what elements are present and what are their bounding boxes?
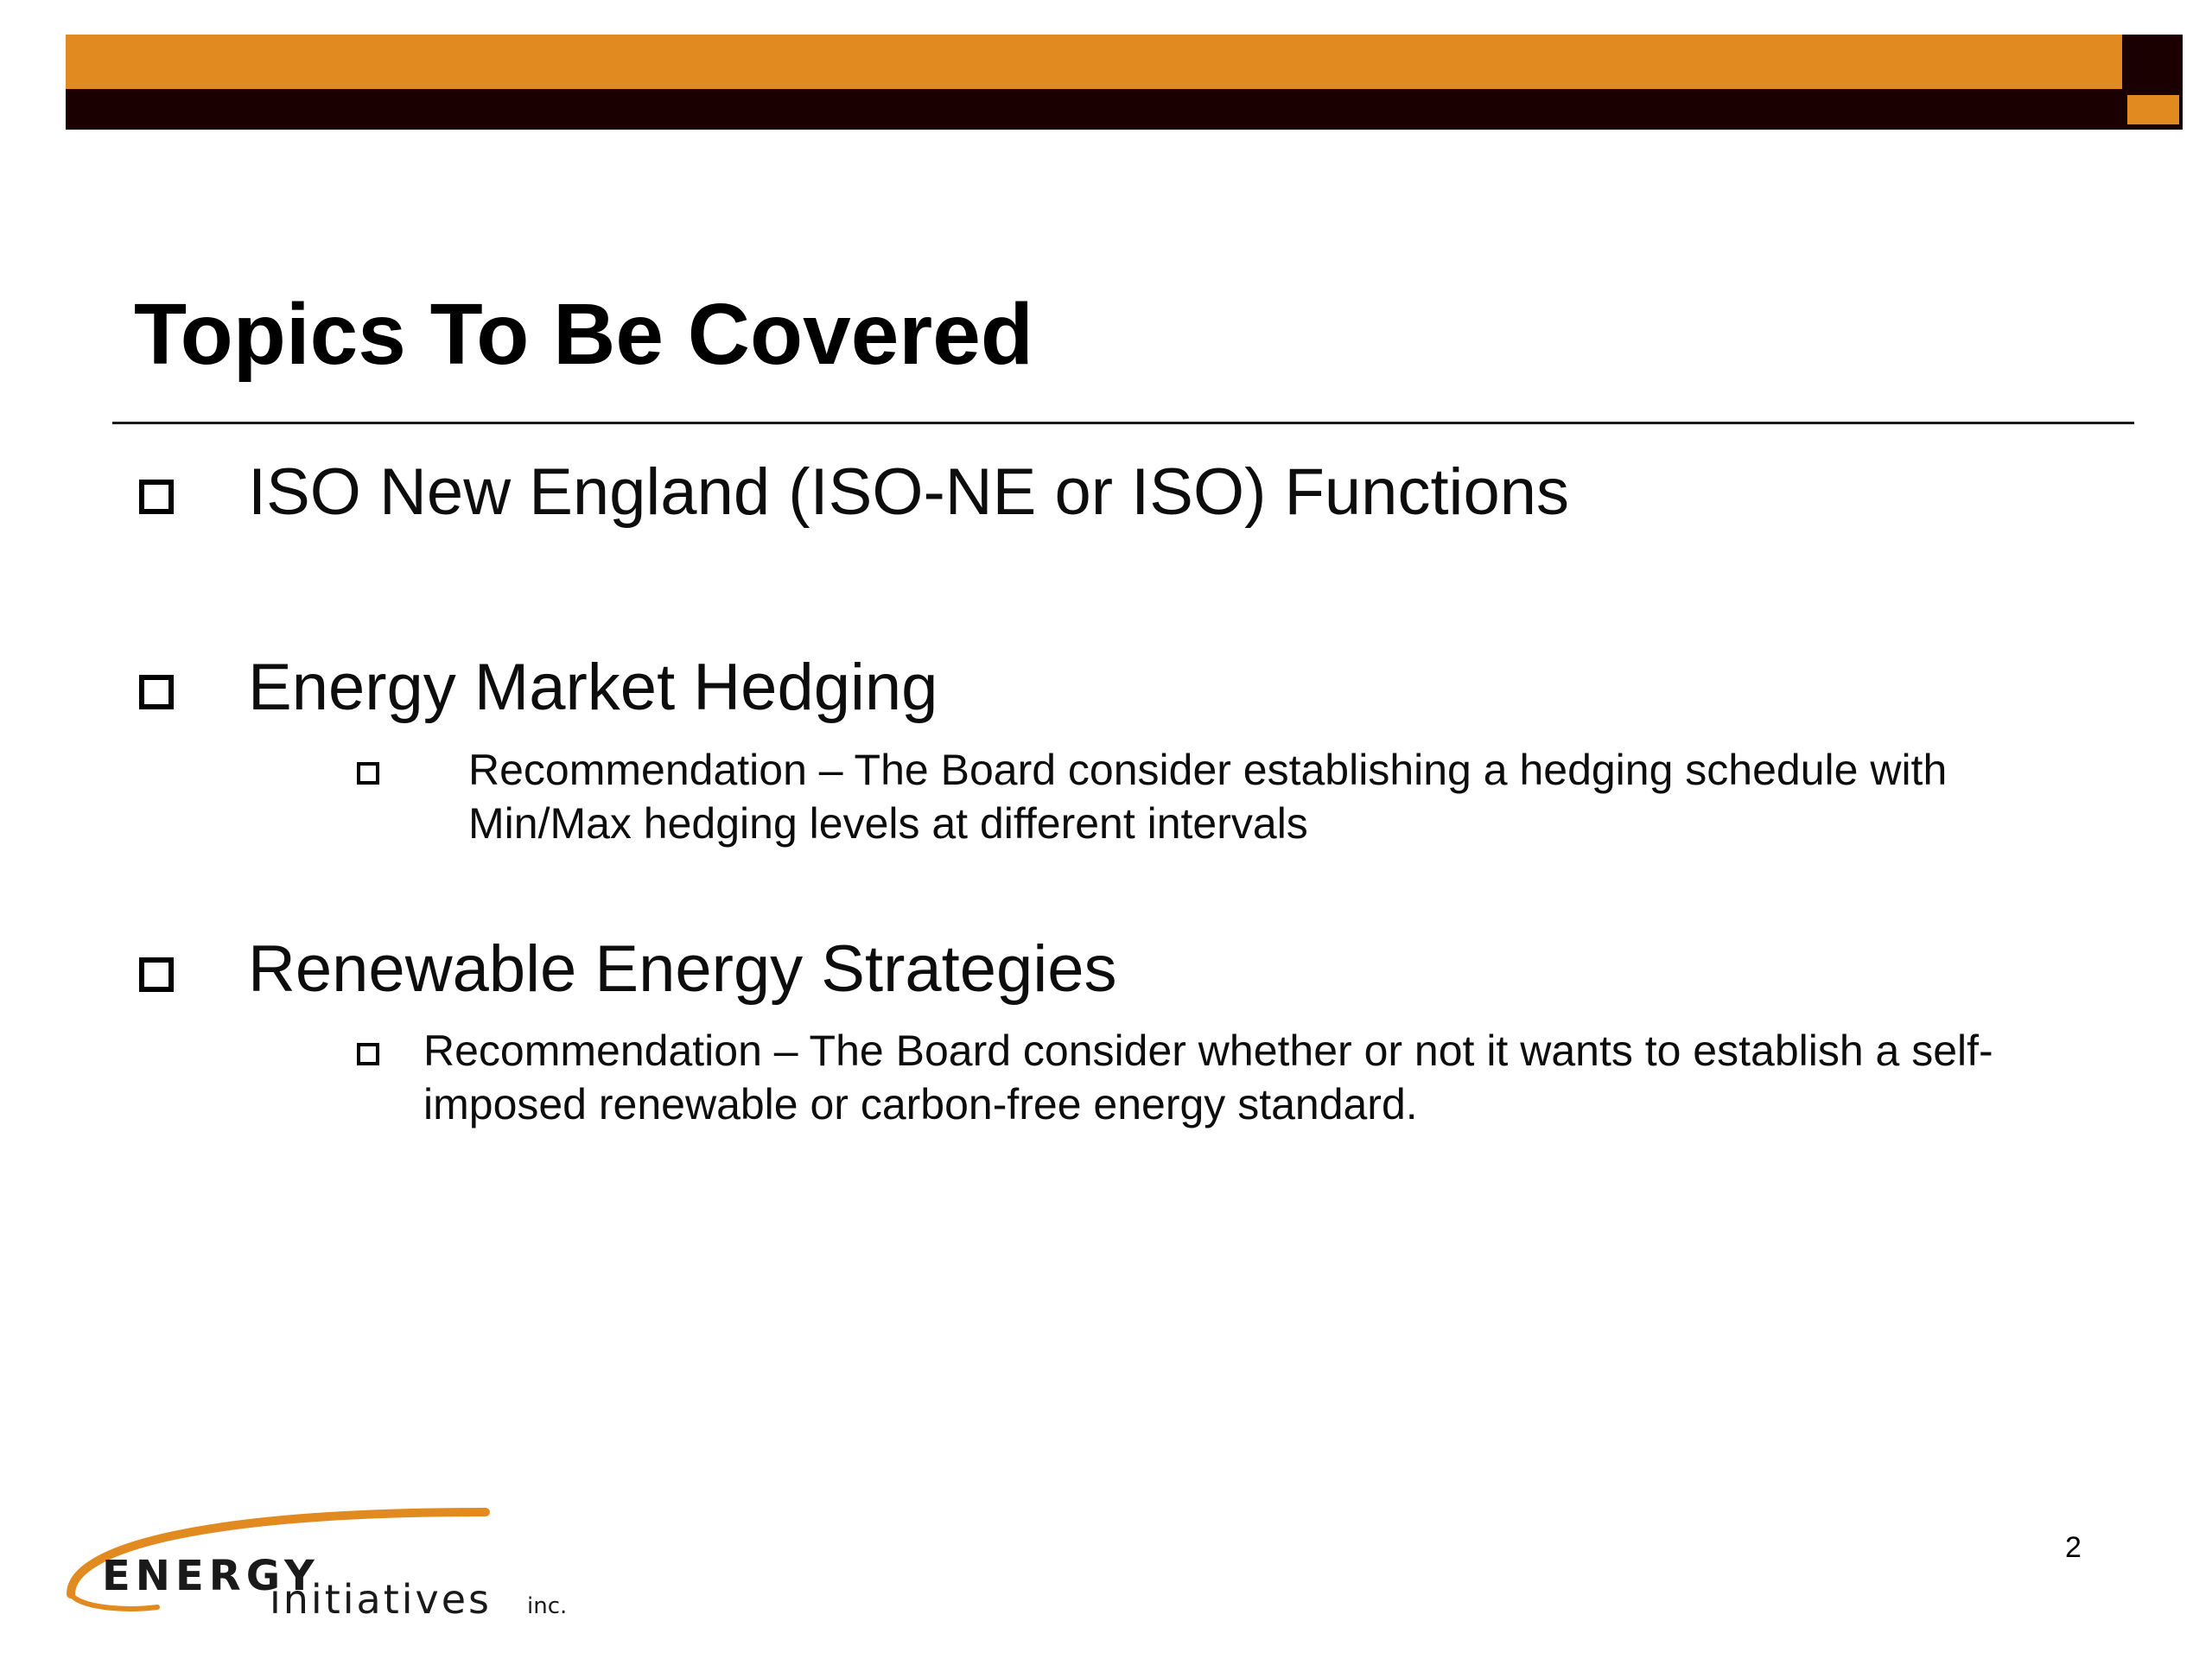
header-orange-band xyxy=(66,35,2122,89)
topic-item-renewable-strategies: Renewable Energy Strategies xyxy=(248,932,1117,1006)
logo-word-initiatives: initiatives xyxy=(270,1576,493,1623)
topic-item-iso-functions: ISO New England (ISO-NE or ISO) Functions xyxy=(248,455,1569,529)
sub-item-hedging-recommendation: Recommendation – The Board consider establishing a hedging schedule with Min/Max hedging levels at different intervals xyxy=(468,746,1948,848)
bullet-icon xyxy=(139,480,174,514)
title-divider xyxy=(112,422,2134,424)
logo-word-inc: inc. xyxy=(527,1593,568,1619)
bullet-icon xyxy=(139,675,174,709)
sub-item-renewable-recommendation: Recommendation – The Board consider whether or not it wants to establish a self-imposed renewable or carbon-free energy standard. xyxy=(423,1027,1993,1128)
bullet-icon xyxy=(139,957,174,992)
energy-initiatives-logo xyxy=(54,1495,589,1624)
topic-item-energy-hedging: Energy Market Hedging xyxy=(248,651,938,724)
sub-bullet-icon xyxy=(357,762,379,785)
header-accent-square xyxy=(2127,95,2179,124)
page-title: Topics To Be Covered xyxy=(134,286,1033,383)
page-number: 2 xyxy=(2065,1531,2082,1564)
sub-bullet-icon xyxy=(357,1043,379,1065)
logo-word-energy: ENERGY xyxy=(102,1552,320,1600)
